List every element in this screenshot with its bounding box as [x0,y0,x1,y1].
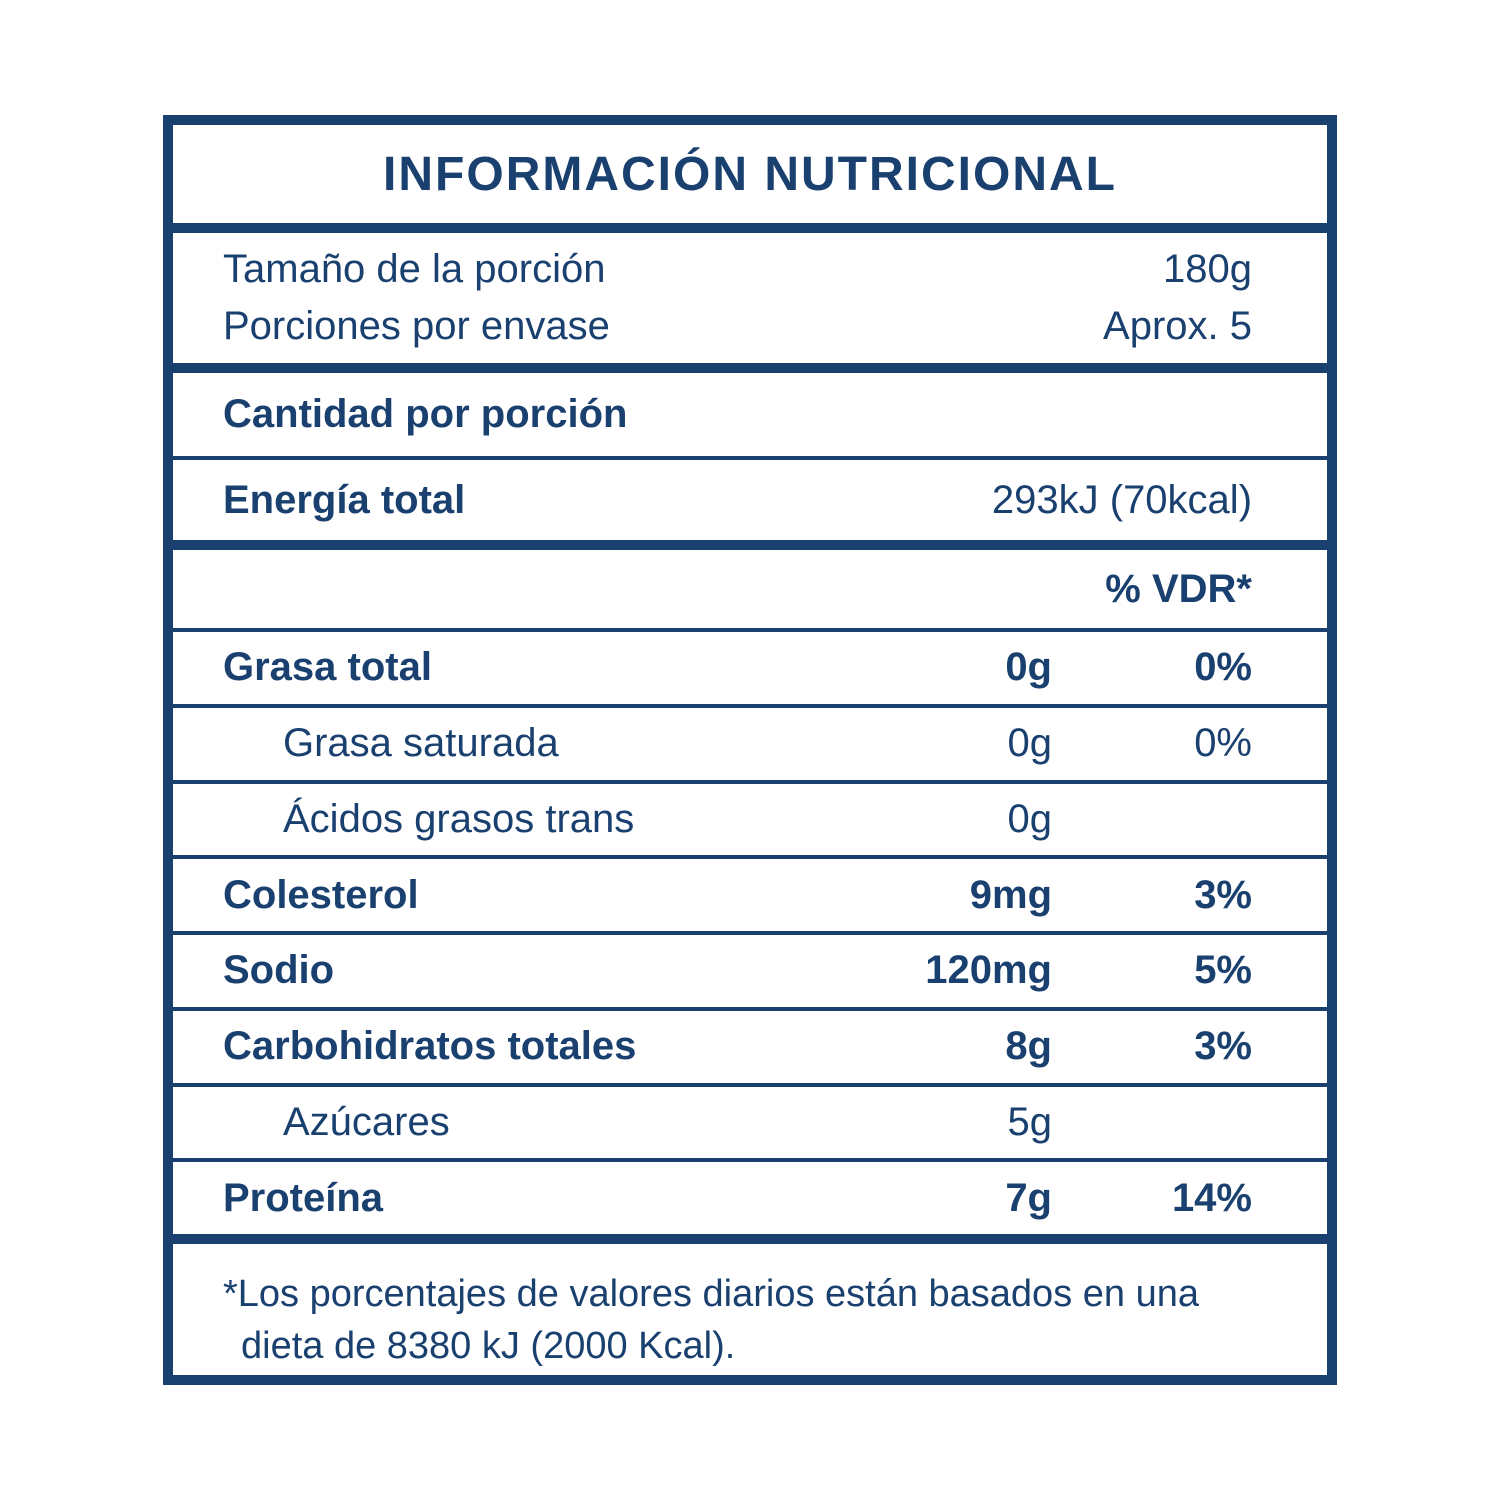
nutrient-amount: 120mg [925,948,1052,993]
nutrient-amount: 9mg [969,872,1052,917]
servings-per-container-row [223,298,1252,355]
footnote-section [173,1244,1327,1375]
nutrient-amount: 0g [1007,721,1052,766]
nutrient-row [173,935,1327,1007]
nutrient-amount: 5g [1007,1099,1052,1144]
energy-value: 293kJ (70kcal) [991,477,1253,522]
nutrient-amount: 0g [1005,645,1052,690]
nutrient-row [173,708,1327,780]
servings-per-container-value: Aprox. 5 [1103,304,1252,348]
servings-per-container-label: Porciones por envase [223,304,610,348]
nutrition-facts-panel [163,115,1337,1385]
section-divider [173,540,1327,550]
nutrient-label: Proteína [223,1175,384,1220]
energy-label: Energía total [223,477,466,522]
nutrient-label: Carbohidratos totales [223,1024,637,1069]
daily-value-header: % VDR* [1105,566,1252,611]
nutrient-row [173,1162,1327,1234]
nutrient-label: Colesterol [223,872,419,917]
nutrient-label: Sodio [223,948,335,993]
serving-size-value: 180g [1163,247,1252,291]
nutrient-row [173,632,1327,704]
nutrient-row [173,784,1327,856]
nutrient-daily-value: 5% [1194,948,1252,993]
nutrient-daily-value: 0% [1194,721,1252,766]
serving-info-section [173,233,1327,363]
footnote-line-2: dieta de 8380 kJ (2000 Kcal). [241,1325,736,1367]
panel-title: INFORMACIÓN NUTRICIONAL [383,147,1117,201]
nutrient-amount: 7g [1005,1175,1052,1220]
nutrient-label: Grasa saturada [283,721,559,766]
serving-size-row [223,241,1252,298]
nutrient-daily-value: 3% [1194,1024,1252,1069]
daily-value-header-row [173,550,1327,628]
nutrient-daily-value: 3% [1194,872,1252,917]
section-divider [173,363,1327,373]
nutrient-daily-value: 14% [1171,1175,1252,1220]
nutrient-label: Azúcares [283,1099,450,1144]
footnote-line-1: *Los porcentajes de valores diarios están basados en una [223,1273,1199,1315]
nutrient-row [173,1087,1327,1159]
panel-header [173,125,1327,223]
nutrient-row [173,859,1327,931]
nutrient-label: Ácidos grasos trans [283,796,635,841]
energy-row [173,460,1327,540]
nutrient-amount: 8g [1005,1024,1052,1069]
nutrient-row [173,1011,1327,1083]
nutrient-rows [173,632,1327,1234]
nutrient-label: Grasa total [223,645,432,690]
serving-size-label: Tamaño de la porción [223,247,606,291]
section-divider [173,223,1327,233]
amount-per-serving-row [173,373,1327,456]
nutrient-amount: 0g [1007,796,1052,841]
nutrient-daily-value: 0% [1194,645,1252,690]
section-divider [173,1234,1327,1244]
amount-per-serving-label: Cantidad por porción [223,392,628,436]
